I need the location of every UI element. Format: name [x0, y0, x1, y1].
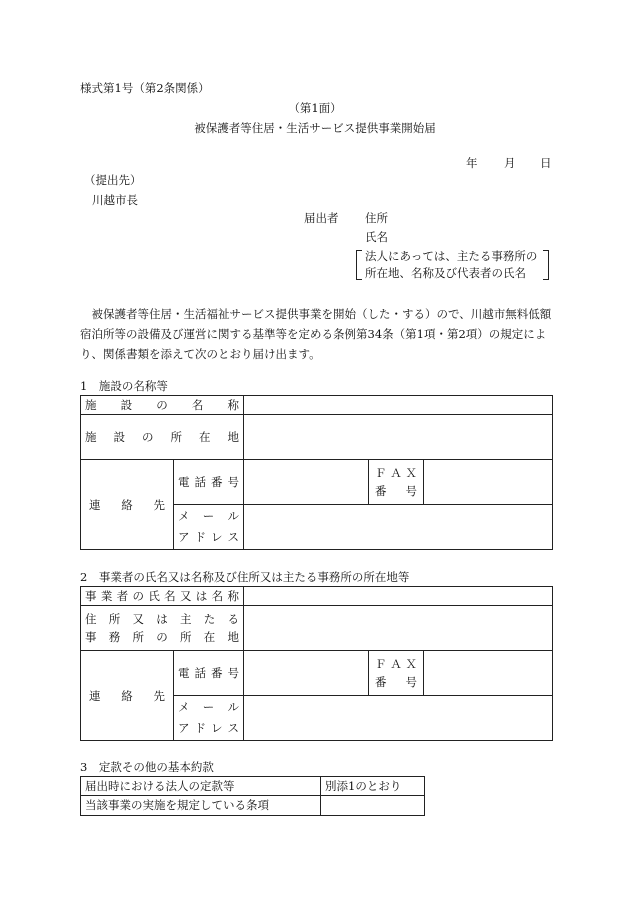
facility-mail-value[interactable] — [244, 505, 553, 550]
note-bracket-right — [543, 250, 549, 280]
date-year: 年 — [466, 156, 478, 170]
operator-address-value[interactable] — [244, 606, 553, 651]
facility-name-label: 施 設 の 名 称 — [81, 396, 244, 415]
page-label: （第1面） — [288, 101, 342, 115]
operator-fax-value[interactable] — [424, 651, 553, 696]
facility-fax-label: Ｆ Ａ Ｘ 番 号 — [369, 460, 424, 505]
address-label: 住所 — [365, 211, 388, 225]
form-number: 様式第1号（第2条関係） — [80, 81, 210, 95]
facility-contact-label: 連 絡 先 — [81, 460, 174, 550]
applicant-note-line1: 法人にあっては、主たる事務所の — [365, 249, 538, 263]
operator-phone-value[interactable] — [244, 651, 369, 696]
operator-address-label: 住 所 又 は 主 た る 事 務 所 の 所 在 地 — [81, 606, 244, 651]
operator-mail-label: メ ー ル ア ド レ ス — [174, 696, 244, 741]
section3-heading: 3 定款その他の基本約款 — [80, 760, 214, 774]
operator-table — [80, 586, 553, 741]
operator-name-value[interactable] — [244, 587, 553, 606]
page-title: 被保護者等住居・生活サービス提供事業開始届 — [194, 121, 436, 135]
operator-fax-label: Ｆ Ａ Ｘ 番 号 — [369, 651, 424, 696]
note-bracket-left — [356, 250, 362, 280]
facility-table — [80, 395, 553, 550]
name-label: 氏名 — [365, 230, 388, 244]
facility-name-value[interactable] — [244, 396, 553, 415]
section1-heading: 1 施設の名称等 — [80, 379, 168, 393]
operator-mail-value[interactable] — [244, 696, 553, 741]
facility-fax-value[interactable] — [424, 460, 553, 505]
recipient-name: 川越市長 — [92, 193, 138, 207]
facility-phone-label: 電 話 番 号 — [174, 460, 244, 505]
section2-heading: 2 事業者の氏名又は名称及び住所又は主たる事務所の所在地等 — [80, 570, 410, 584]
applicant-label: 届出者 — [304, 211, 339, 225]
applicant-note-line2: 所在地、名称及び代表者の氏名 — [365, 266, 526, 280]
facility-phone-value[interactable] — [244, 460, 369, 505]
articles-row2-value[interactable] — [321, 796, 425, 815]
facility-location-label: 施 設 の 所 在 地 — [81, 415, 244, 460]
articles-row2-label: 当該事業の実施を規定している条項 — [81, 796, 321, 815]
articles-table — [80, 776, 425, 816]
recipient-label: （提出先） — [84, 173, 142, 187]
date-day: 日 — [540, 156, 552, 170]
articles-row1-value: 別添1のとおり — [321, 777, 425, 796]
facility-location-value[interactable] — [244, 415, 553, 460]
operator-contact-label: 連 絡 先 — [81, 651, 174, 741]
operator-phone-label: 電 話 番 号 — [174, 651, 244, 696]
operator-name-label: 事 業 者 の 氏 名 又 は 名 称 — [81, 587, 244, 606]
body-paragraph: 被保護者等住居・生活福祉サービス提供事業を開始（した・する）ので、川越市無料低額宿泊所等の設備及び運営に関する基準等を定める条例第34条（第1項・第2項）の規定により、関係書類を添えて次のとおり届け出ます。 — [80, 307, 552, 361]
facility-mail-label: メ ー ル ア ド レ ス — [174, 505, 244, 550]
articles-row1-label: 届出時における法人の定款等 — [81, 777, 321, 796]
date-month: 月 — [504, 156, 516, 170]
